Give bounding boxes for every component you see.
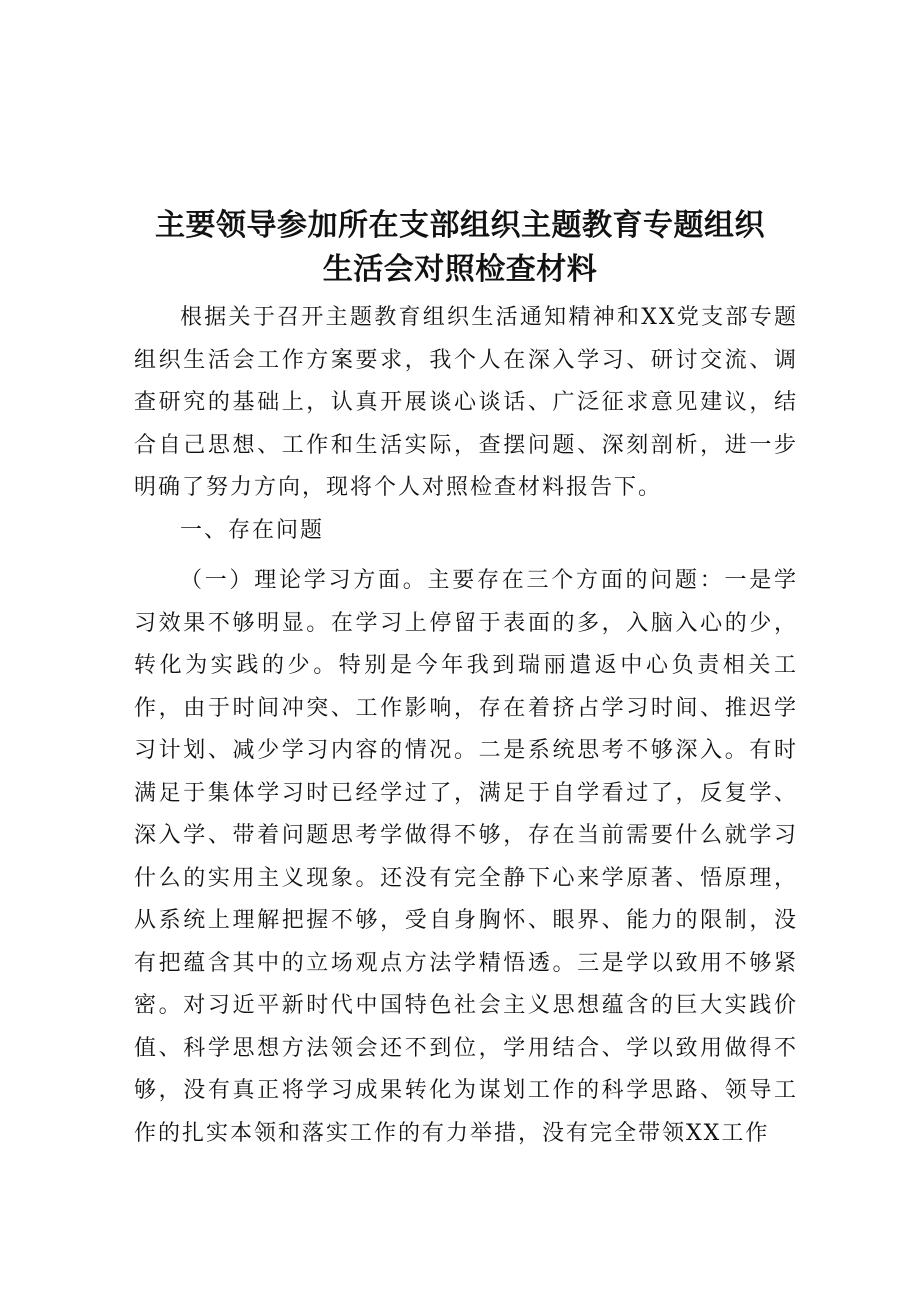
document-title <box>120 204 800 292</box>
section-heading-problems: 一、存在问题 <box>180 518 325 543</box>
document-title-line-2: 生活会对照检查材料 <box>322 252 598 287</box>
document-title-line-1: 主要领导参加所在支部组织主题教育专题组织 <box>155 208 765 243</box>
intro-paragraph: 根据关于召开主题教育组织生活通知精神和XX党支部专题组织生活会工作方案要求，我个人在深入学习、研讨交流、调查研究的基础上，认真开展谈心谈话、广泛征求意见建议，结合自己思想、工作和生活实际，查摆问题、深刻剖析，进一步明确了努力方向，现将个人对照检查材料报告下。 <box>134 305 798 500</box>
theory-study-paragraph: （一）理论学习方面。主要存在三个方面的问题：一是学习效果不够明显。在学习上停留于表面的多，入脑入心的少，转化为实践的少。特别是今年我到瑞丽遣返中心负责相关工作，由于时间冲突、工作影响，存在着挤占学习时间、推迟学习计划、减少学习内容的情况。二是系统思考不够深入。有时满足于集体学习时已经学过了，满足于自学看过了，反复学、深入学、带着问题思考学做得不够，存在当前需要什么就学习什么的实用主义现象。还没有完全静下心来学原著、悟原理，从系统上理解把握不够，受自身胸怀、眼界、能力的限制，没有把蕴含其中的立场观点方法学精悟透。三是学以致用不够紧密。对习近平新时代中国特色社会主义思想蕴含的巨大实践价值、科学思想方法领会还不到位，学用结合、学以致用做得不够，没有真正将学习成果转化为谋划工作的科学思路、领导工作的扎实本领和落实工作的有力举措，没有完全带领XX工作 <box>134 568 798 1146</box>
